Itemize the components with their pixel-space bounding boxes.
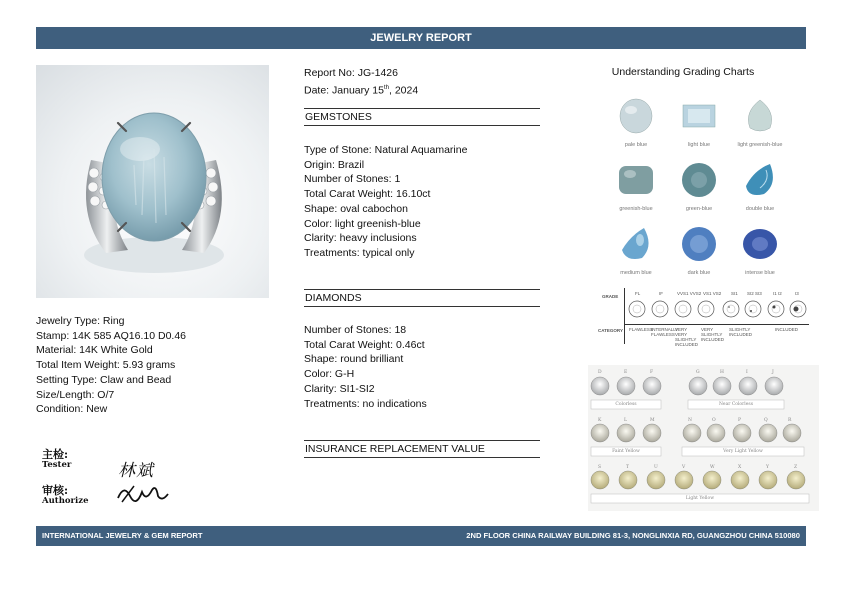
gem-line: Total Carat Weight: 16.10ct xyxy=(304,188,431,201)
tester-cn: 主检: xyxy=(42,448,69,461)
jewelry-setting: Setting Type: Claw and Bead xyxy=(36,373,172,386)
gem-swatch: greenish-blue xyxy=(606,160,666,212)
jewelry-stamp: Stamp: 14K 585 AQ16.10 D0.46 xyxy=(36,329,187,342)
svg-text:W: W xyxy=(710,465,715,470)
clarity-diamond-icons xyxy=(625,298,809,320)
svg-text:X: X xyxy=(738,465,742,470)
charts-title: Understanding Grading Charts xyxy=(611,66,755,78)
jewelry-weight: Total Item Weight: 5.93 grams xyxy=(36,359,176,372)
authorize-en: Authorize xyxy=(42,496,89,506)
svg-text:L: L xyxy=(624,418,627,423)
gem-line: Clarity: heavy inclusions xyxy=(304,232,417,245)
svg-text:Y: Y xyxy=(766,465,769,470)
gem-swatch: intense blue xyxy=(730,224,790,276)
report-banner xyxy=(36,27,806,49)
clarity-category: INCLUDED xyxy=(775,327,799,332)
color-group-label: Very Light Yellow xyxy=(723,449,763,454)
clarity-grade: VS1 VS2 xyxy=(703,291,722,296)
svg-text:G: G xyxy=(696,370,700,375)
diamond-line: Number of Stones: 18 xyxy=(304,324,407,336)
color-group-label: Light Yellow xyxy=(685,496,715,501)
svg-text:T: T xyxy=(626,465,630,470)
gem-swatch: double blue xyxy=(730,160,790,212)
gem-swatch: pale blue xyxy=(606,96,666,148)
clarity-grade: I3 xyxy=(795,291,799,296)
report-meta xyxy=(304,66,540,98)
clarity-grade-label: GRADE xyxy=(602,294,619,299)
clarity-category: FLAWLESS xyxy=(629,327,653,332)
svg-text:Z: Z xyxy=(794,465,798,470)
tester-signature: 林斌 xyxy=(118,461,154,481)
svg-text:D: D xyxy=(598,370,602,375)
svg-text:R: R xyxy=(788,418,792,423)
gem-swatch: light blue xyxy=(669,96,729,148)
gem-swatch: green-blue xyxy=(669,160,729,212)
svg-text:O: O xyxy=(712,418,716,423)
color-scale-graphic xyxy=(588,365,819,511)
insurance-heading: INSURANCE REPLACEMENT VALUE xyxy=(304,440,540,458)
jewelry-details xyxy=(36,314,276,417)
gem-swatch: dark blue xyxy=(669,224,729,276)
svg-text:H: H xyxy=(720,370,724,375)
report-date: Date: January 15th, 2024 xyxy=(304,84,419,97)
svg-text:U: U xyxy=(654,465,658,470)
jewelry-material: Material: 14K White Gold xyxy=(36,344,153,357)
jewelry-size: Size/Length: O/7 xyxy=(36,388,115,401)
clarity-category-label: CATEGORY xyxy=(598,328,624,333)
tester-en: Tester xyxy=(42,460,72,470)
report-number: Report No: JG-1426 xyxy=(304,67,398,79)
svg-text:V: V xyxy=(682,465,686,470)
footer-address: 2ND FLOOR CHINA RAILWAY BUILDING 81-3, NONGLINXIA RD, GUANGZHOU CHINA 510080 xyxy=(466,531,800,540)
svg-text:F: F xyxy=(650,370,654,375)
clarity-grade: I1 I2 xyxy=(773,291,782,296)
gem-line: Number of Stones: 1 xyxy=(304,173,401,186)
clarity-category: INTERNALLY FLAWLESS xyxy=(651,327,679,337)
clarity-category: SLIGHTLY INCLUDED xyxy=(729,327,753,337)
color-group-label: Faint Yellow xyxy=(612,449,640,454)
svg-text:M: M xyxy=(650,418,655,423)
svg-text:S: S xyxy=(598,465,602,470)
svg-text:P: P xyxy=(738,418,742,423)
gem-line: Shape: oval cabochon xyxy=(304,202,408,215)
gem-line: Color: light greenish-blue xyxy=(304,217,421,230)
diamonds-heading: DIAMONDS xyxy=(304,289,540,307)
gem-swatch: light greenish-blue xyxy=(730,96,790,148)
authorize-signature xyxy=(114,480,170,506)
svg-text:N: N xyxy=(688,418,692,423)
gemstones-details xyxy=(304,143,540,261)
diamond-line: Color: G-H xyxy=(304,368,355,381)
clarity-category: VERY SLIGHTLY INCLUDED xyxy=(701,327,725,342)
gem-line: Origin: Brazil xyxy=(304,158,365,171)
color-group-label: Colorless xyxy=(615,402,637,407)
diamond-line: Total Carat Weight: 0.46ct xyxy=(304,338,425,351)
svg-text:J: J xyxy=(772,370,774,375)
clarity-grade: SI1 xyxy=(731,291,738,296)
report-title: JEWELRY REPORT xyxy=(370,32,472,44)
gem-line: Treatments: typical only xyxy=(304,246,415,259)
diamond-color-scale xyxy=(588,365,819,511)
clarity-grade: SI2 SI3 xyxy=(747,291,762,296)
clarity-grade: IF xyxy=(659,291,663,296)
authorize-cn: 审核: xyxy=(42,484,69,497)
clarity-category: VERY VERY SLIGHTLY INCLUDED xyxy=(675,327,699,347)
jewelry-condition: Condition: New xyxy=(36,403,108,416)
clarity-grid xyxy=(624,288,809,347)
footer-bar xyxy=(36,526,806,546)
gem-swatch: medium blue xyxy=(606,224,666,276)
diamonds-details xyxy=(304,323,540,411)
diamond-line: Clarity: SI1-SI2 xyxy=(304,382,375,395)
gemstones-heading: GEMSTONES xyxy=(304,108,540,126)
svg-text:K: K xyxy=(598,418,602,423)
color-group-label: Near Colorless xyxy=(718,402,754,407)
diamond-line: Treatments: no indications xyxy=(304,397,427,410)
diamond-line: Shape: round brilliant xyxy=(304,353,404,366)
gem-line: Type of Stone: Natural Aquamarine xyxy=(304,144,468,156)
svg-text:Q: Q xyxy=(764,418,768,423)
jewelry-type: Jewelry Type: Ring xyxy=(36,315,125,327)
signature-block xyxy=(42,446,182,512)
footer-org: INTERNATIONAL JEWELRY & GEM REPORT xyxy=(42,531,203,540)
clarity-grade: FL xyxy=(635,291,641,296)
svg-text:I: I xyxy=(746,370,748,375)
clarity-grade: VVS1 VVS2 xyxy=(677,291,702,296)
svg-text:E: E xyxy=(624,370,628,375)
clarity-chart xyxy=(596,288,810,346)
ring-photo xyxy=(36,65,269,298)
